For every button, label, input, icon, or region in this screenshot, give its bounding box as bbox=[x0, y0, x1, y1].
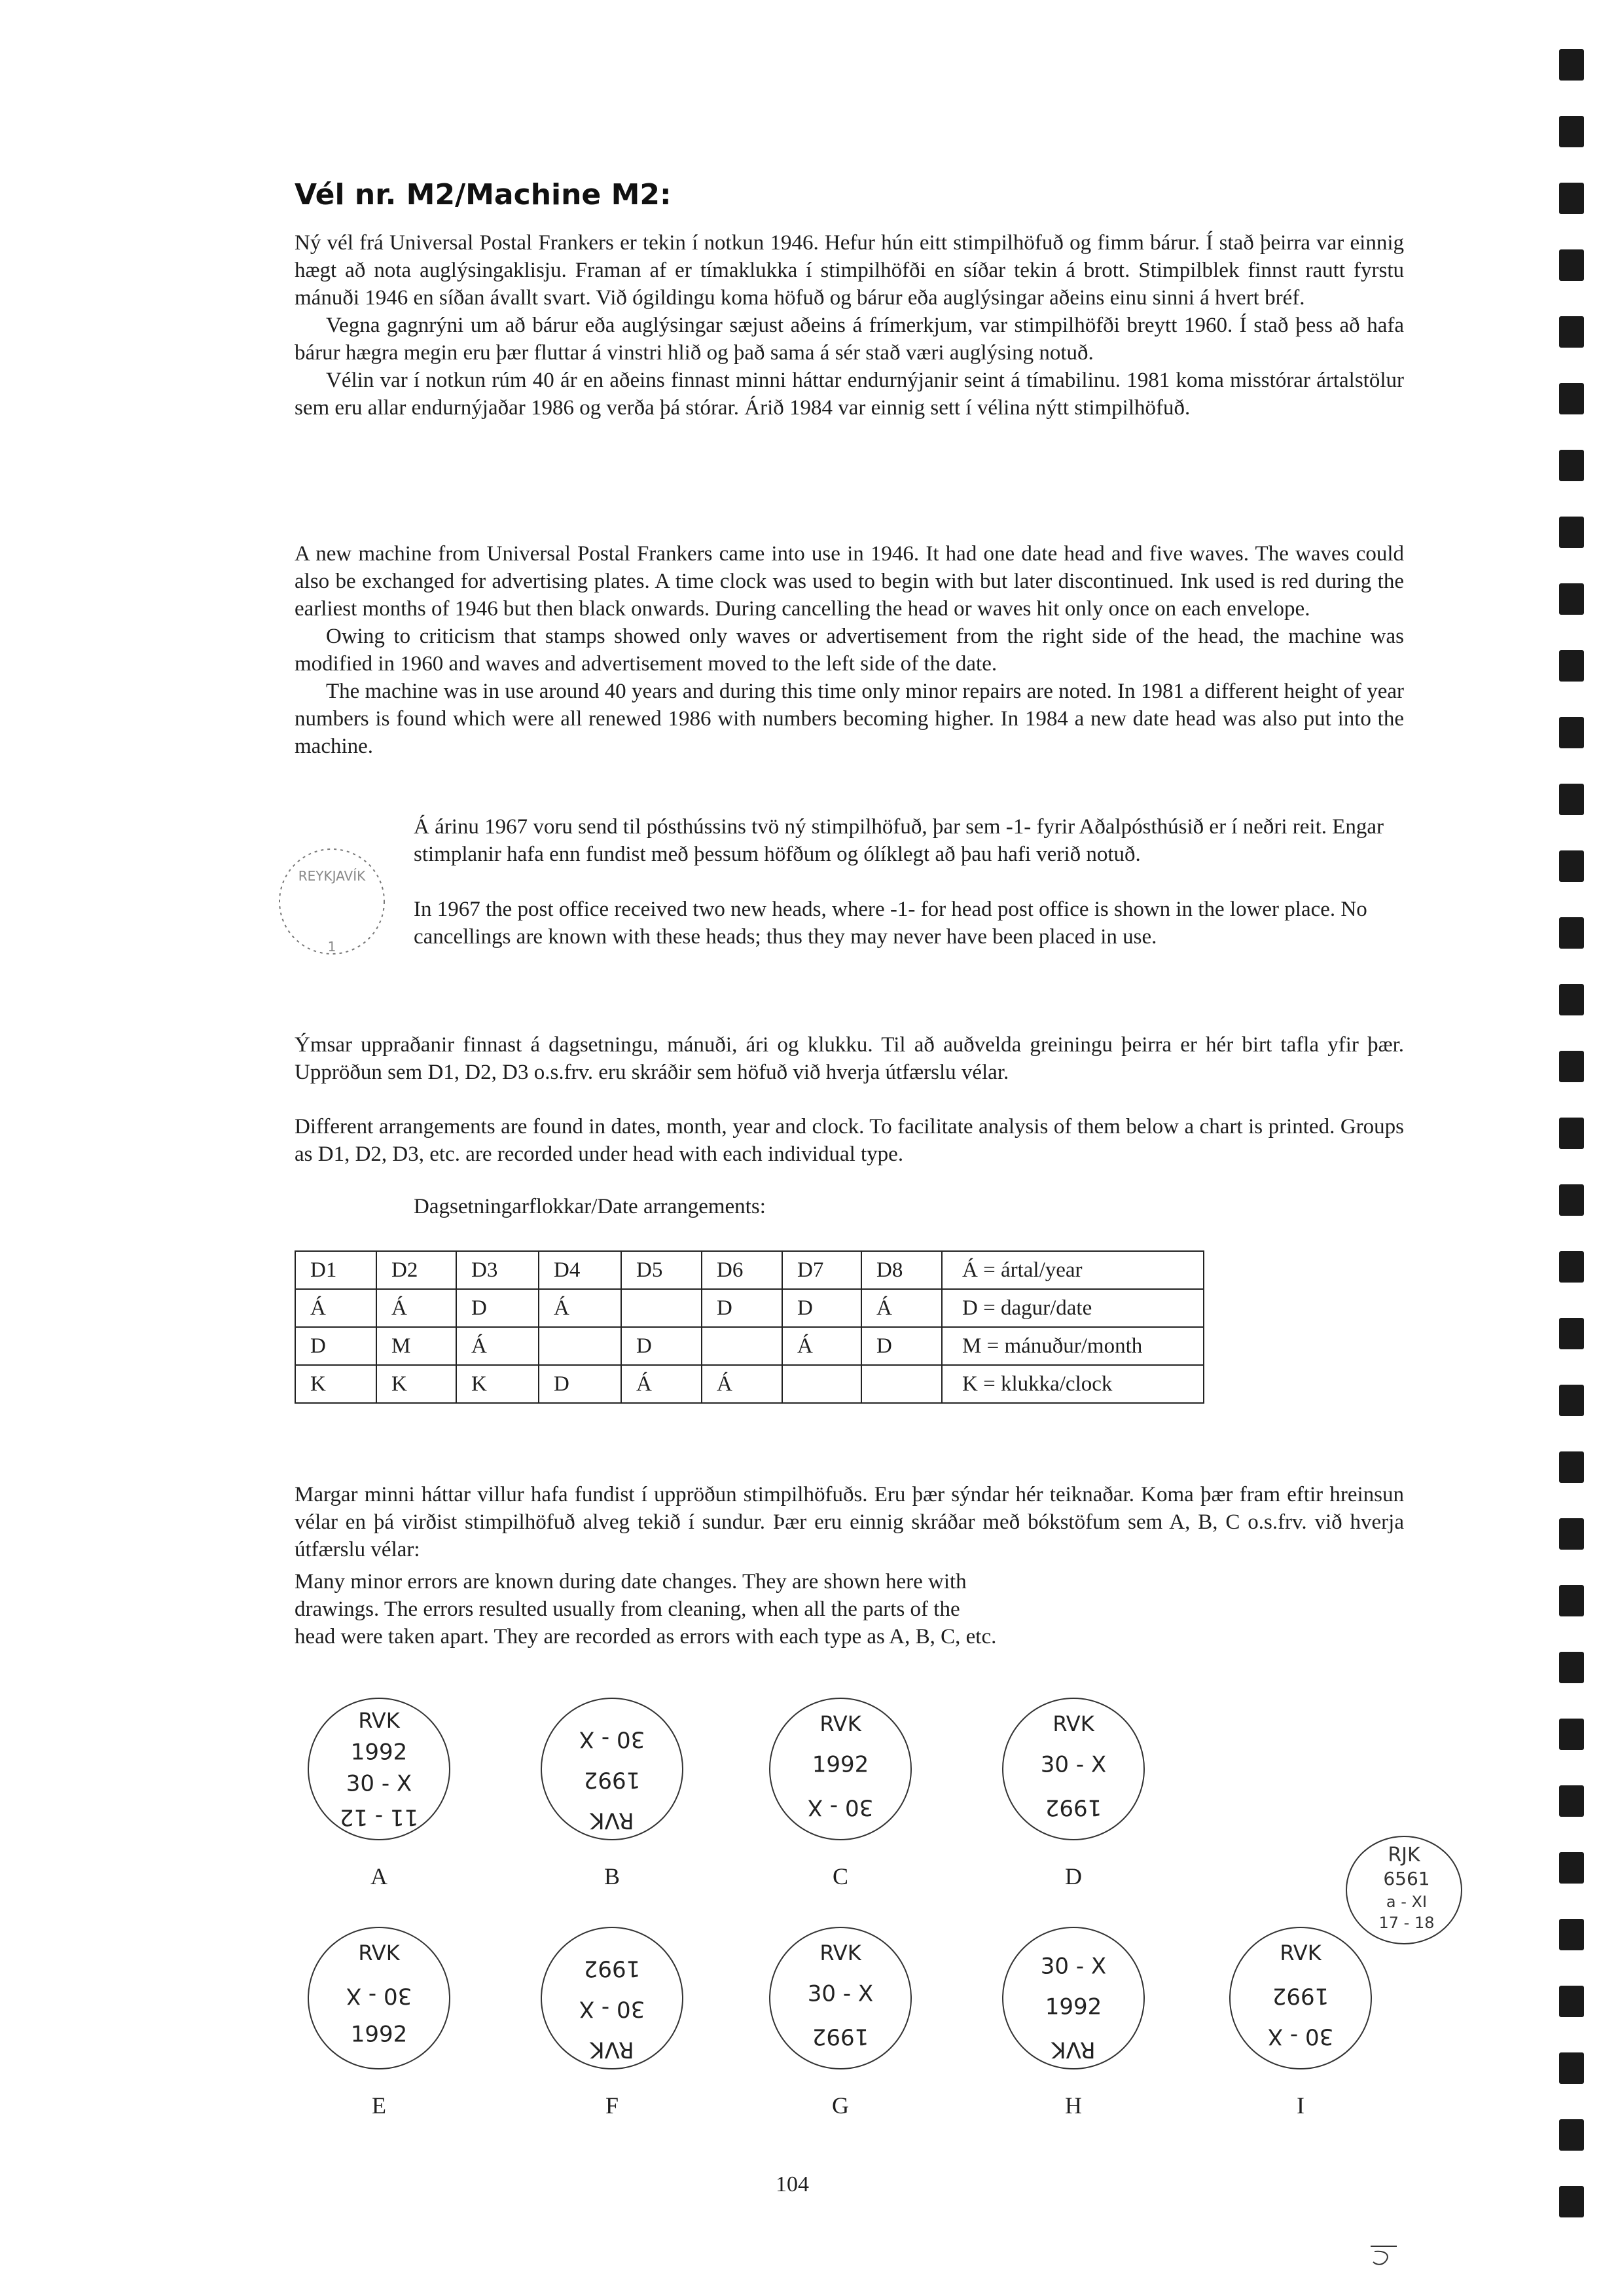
table-cell: D bbox=[702, 1289, 782, 1327]
table-cell: D2 bbox=[376, 1251, 456, 1289]
table-caption: Dagsetningarflokkar/Date arrangements: bbox=[414, 1195, 766, 1218]
binder-tab bbox=[1559, 49, 1584, 81]
stamp-line: 1992 bbox=[1272, 1982, 1329, 2009]
stamp-town-label: RVK bbox=[358, 1708, 400, 1733]
binder-tab bbox=[1559, 183, 1584, 214]
arrangement-intro-icelandic: Ýmsar uppraðanir finnast á dagsetningu, mánuði, ári og klukku. Til að auðvelda greiningu þeirra er hér birt tafla yfir þær. Uppröðun sem D1, D2, D3 o.s.frv. eru skráðir sem höfuð við hverja útfærslu vélar. bbox=[295, 1033, 1404, 1084]
table-cell: Á bbox=[456, 1327, 539, 1365]
icelandic-paragraph-1: Ný vél frá Universal Postal Frankers er tekin í notkun 1946. Hefur hún eitt stimpilhöfuð og fimm bárur. Í stað þeirra var einnig hægt að nota auglýsingaklisju. Framan af er tímaklukka í stimpilhöfði en síðar tekin á brott. Stimpilblek finnst rautt fyrstu mánuði 1946 en síðan ávallt svart. Við ógildingu koma höfuð og bárur eða auglýsingar aðeins einu sinni á hvert bréf. bbox=[295, 231, 1404, 310]
table-cell: K bbox=[376, 1365, 456, 1403]
binder-tab bbox=[1559, 1919, 1584, 1950]
binder-tab bbox=[1559, 717, 1584, 748]
unused-head-stamp-sketch bbox=[272, 841, 393, 962]
binder-tab bbox=[1559, 850, 1584, 882]
stamp-bottom-text: 1 bbox=[327, 939, 336, 955]
errors-intro-english-line: Many minor errors are known during date changes. They are shown here with bbox=[295, 1570, 967, 1594]
binder-tab bbox=[1559, 984, 1584, 1015]
table-cell: Á bbox=[861, 1289, 942, 1327]
unused-heads-english: In 1967 the post office received two new heads, where -1- for head post office is shown in the lower place. No cancellings are known with these heads; thus they may never have been placed in use. bbox=[414, 898, 1367, 949]
binder-tab bbox=[1559, 1051, 1584, 1082]
english-paragraph-2: Owing to criticism that stamps showed only waves or advertisement from the right side of the head, the machine was modified in 1960 and waves and advertisement moved to the left side of the date. bbox=[295, 625, 1404, 676]
table-cell: D7 bbox=[782, 1251, 861, 1289]
handwritten-line: a - XI bbox=[1386, 1893, 1428, 1911]
error-stamp-label: F bbox=[605, 2092, 619, 2119]
table-cell: M bbox=[376, 1327, 456, 1365]
table-cell: Á bbox=[782, 1327, 861, 1365]
table-cell: D bbox=[621, 1327, 702, 1365]
page-number: 104 bbox=[776, 2172, 809, 2196]
table-cell: D bbox=[782, 1289, 861, 1327]
error-stamp-e bbox=[302, 1922, 456, 2075]
table-cell bbox=[702, 1327, 782, 1365]
table-row bbox=[295, 1365, 1204, 1403]
table-cell bbox=[782, 1365, 861, 1403]
english-paragraph-3: The machine was in use around 40 years and during this time only minor repairs are noted. In 1981 a different height of year numbers is found which were all renewed 1986 with numbers becoming higher. In 1984 a new date head was also put into the machine. bbox=[295, 680, 1404, 758]
stamp-line: 1992 bbox=[350, 2021, 408, 2048]
table-cell: D6 bbox=[702, 1251, 782, 1289]
binder-tab bbox=[1559, 1852, 1584, 1884]
binder-tab bbox=[1559, 1251, 1584, 1283]
binder-tab bbox=[1559, 583, 1584, 615]
error-stamp-label: B bbox=[603, 1863, 620, 1889]
table-cell: D4 bbox=[539, 1251, 621, 1289]
icelandic-paragraph-2: Vegna gagnrýni um að bárur eða auglýsingar sæjust aðeins á frímerkjum, var stimpilhöfði breytt 1960. Í stað þess að hafa bárur hægra megin eru þær fluttar á vinstri hlið og það sama á sér stað væri auglýsing notuð. bbox=[295, 314, 1404, 365]
error-stamp-g bbox=[764, 1922, 917, 2075]
table-cell: D8 bbox=[861, 1251, 942, 1289]
stamp-line: 1992 bbox=[812, 1751, 869, 1778]
binder-tab bbox=[1559, 1518, 1584, 1550]
table-cell: D1 bbox=[295, 1251, 376, 1289]
table-cell: Á bbox=[539, 1289, 621, 1327]
errors-intro-english-line: drawings. The errors resulted usually from cleaning, when all the parts of the bbox=[295, 1597, 960, 1621]
table-cell bbox=[861, 1365, 942, 1403]
icelandic-description bbox=[295, 229, 1404, 422]
table-row bbox=[295, 1251, 1204, 1289]
table-row bbox=[295, 1327, 1204, 1365]
stamp-line: 30 - X bbox=[346, 1770, 412, 1797]
english-description bbox=[295, 540, 1404, 760]
stamp-line: 11 - 12 bbox=[339, 1804, 419, 1831]
stamp-line: 30 - X bbox=[1040, 1953, 1107, 1980]
table-cell: D bbox=[456, 1289, 539, 1327]
table-cell: Á bbox=[295, 1289, 376, 1327]
stamp-line: 30 - X bbox=[1040, 1751, 1107, 1778]
binder-tab bbox=[1559, 1652, 1584, 1683]
english-paragraph-1: A new machine from Universal Postal Frankers came into use in 1946. It had one date head and five waves. The waves could also be exchanged for advertising plates. A time clock was used to begin with but later discontinued. Ink used is red during the earliest months of 1946 but then black onwards. During cancelling the head or waves hit only once on each envelope. bbox=[295, 542, 1404, 621]
error-stamp-b bbox=[535, 1692, 689, 1846]
stamp-line: 30 - X bbox=[579, 1726, 645, 1753]
stamp-line: 1992 bbox=[1045, 1794, 1102, 1821]
stamp-town-label: RVK bbox=[819, 1711, 861, 1736]
table-cell: D3 bbox=[456, 1251, 539, 1289]
binder-tab bbox=[1559, 383, 1584, 414]
arrangement-intro-english: Different arrangements are found in dates, month, year and clock. To facilitate analysis of them below a chart is printed. Groups as D1, D2, D3, etc. are recorded under head with each individual type. bbox=[295, 1115, 1404, 1166]
table-cell: D5 bbox=[621, 1251, 702, 1289]
stamp-line: 1992 bbox=[583, 1955, 641, 1982]
stamp-line: RVK bbox=[1051, 2036, 1096, 2063]
table-legend-cell: Á = ártal/year bbox=[942, 1251, 1204, 1289]
table-cell: K bbox=[456, 1365, 539, 1403]
icelandic-paragraph-3: Vélin var í notkun rúm 40 ár en aðeins finnast minni háttar endurnýjanir seint á tímabilinu. 1981 koma misstórar ártalstölur sem eru allar endurnýjaðar 1986 og verða þá stórar. Árið 1984 var einnig sett í vélina nýtt stimpilhöfuð. bbox=[295, 369, 1404, 420]
binder-tab bbox=[1559, 784, 1584, 815]
binder-tab bbox=[1559, 917, 1584, 949]
stamp-line: 1992 bbox=[350, 1739, 408, 1766]
binder-tab bbox=[1559, 450, 1584, 481]
error-stamp-label: G bbox=[832, 2092, 849, 2119]
handwritten-note bbox=[1339, 1830, 1469, 1954]
errors-intro-english bbox=[295, 1568, 996, 1650]
table-cell: Á bbox=[702, 1365, 782, 1403]
stamp-line: 1992 bbox=[812, 2023, 869, 2050]
stamp-town-label: RVK bbox=[1280, 1941, 1322, 1965]
table-cell: K bbox=[295, 1365, 376, 1403]
stamp-line: 1992 bbox=[1045, 1994, 1102, 2020]
errors-intro-english-line: head were taken apart. They are recorded as errors with each type as A, B, C, etc. bbox=[295, 1625, 997, 1649]
error-stamp-label: E bbox=[372, 2092, 386, 2119]
table-cell: D bbox=[861, 1327, 942, 1365]
binder-tab bbox=[1559, 116, 1584, 147]
error-stamp-label: I bbox=[1297, 2092, 1304, 2119]
error-stamp-h bbox=[997, 1922, 1150, 2075]
error-stamp-a bbox=[302, 1692, 456, 1846]
table-cell: D bbox=[295, 1327, 376, 1365]
stamp-town-text: REYKJAVÍK bbox=[298, 868, 366, 884]
binder-tab bbox=[1559, 1451, 1584, 1483]
binder-tab bbox=[1559, 2119, 1584, 2151]
table-legend-cell: D = dagur/date bbox=[942, 1289, 1204, 1327]
error-stamp-label: A bbox=[370, 1863, 387, 1889]
binder-tab bbox=[1559, 517, 1584, 548]
binder-tab bbox=[1559, 1719, 1584, 1750]
error-stamp-label: H bbox=[1065, 2092, 1082, 2119]
error-stamp-c bbox=[764, 1692, 917, 1846]
error-stamp-f bbox=[535, 1922, 689, 2075]
stamp-line: 30 - X bbox=[579, 1995, 645, 2022]
stamp-town-label: RVK bbox=[819, 1941, 861, 1965]
binder-tab bbox=[1559, 1585, 1584, 1616]
page-title: Vél nr. M2/Machine M2: bbox=[295, 178, 672, 211]
table-cell: Á bbox=[376, 1289, 456, 1327]
table-cell bbox=[621, 1289, 702, 1327]
handwritten-line: RJK bbox=[1388, 1844, 1420, 1867]
table-row bbox=[295, 1289, 1204, 1327]
binder-tab bbox=[1559, 650, 1584, 682]
binder-tab bbox=[1559, 2186, 1584, 2217]
stamp-line: 30 - X bbox=[346, 1982, 412, 2009]
binder-tab bbox=[1559, 316, 1584, 348]
stamp-line: 1992 bbox=[583, 1766, 641, 1793]
table-legend-cell: M = mánuður/month bbox=[942, 1327, 1204, 1365]
stamp-line: RVK bbox=[590, 2036, 634, 2063]
stamp-town-label: RVK bbox=[1052, 1711, 1094, 1736]
stamp-line: 30 - X bbox=[1267, 2023, 1334, 2050]
unused-heads-note bbox=[414, 813, 1405, 951]
stamp-line: RVK bbox=[590, 1807, 634, 1834]
handwritten-mark bbox=[1368, 2242, 1401, 2269]
unused-heads-icelandic: Á árinu 1967 voru send til pósthússins tvö ný stimpilhöfuð, þar sem -1- fyrir Aðalpósthúsið er í neðri reit. Engar stimplanir hafa enn fundist með þessum höfðum og ólíklegt að þau hafi verið notuð. bbox=[414, 815, 1384, 866]
table-cell: Á bbox=[621, 1365, 702, 1403]
stamp-line: 30 - X bbox=[807, 1980, 874, 2007]
date-arrangements-table bbox=[295, 1250, 1204, 1404]
binder-tab bbox=[1559, 2052, 1584, 2084]
table-cell bbox=[539, 1327, 621, 1365]
table-cell: D bbox=[539, 1365, 621, 1403]
binder-tab bbox=[1559, 1118, 1584, 1149]
binder-tab bbox=[1559, 249, 1584, 281]
binder-tab bbox=[1559, 1184, 1584, 1216]
error-stamp-label: C bbox=[832, 1863, 848, 1889]
binder-tab bbox=[1559, 1318, 1584, 1349]
binder-tab bbox=[1559, 1385, 1584, 1416]
handwritten-line: 6561 bbox=[1383, 1868, 1430, 1889]
stamp-town-label: RVK bbox=[358, 1941, 400, 1965]
errors-intro-icelandic: Margar minni háttar villur hafa fundist í uppröðun stimpilhöfuðs. Eru þær sýndar hér teiknaðar. Koma þær fram eftir hreinsun vélar en þá virðist stimpilhöfuð alveg tekið í sundur. Þær eru einnig skráðar með bókstöfum sem A, B, C o.s.frv. við hverja útfærslu vélar: bbox=[295, 1483, 1404, 1561]
handwritten-line: 17 - 18 bbox=[1378, 1914, 1435, 1932]
table-legend-cell: K = klukka/clock bbox=[942, 1365, 1204, 1403]
binder-tab bbox=[1559, 1986, 1584, 2017]
stamp-line: 30 - X bbox=[807, 1794, 874, 1821]
error-stamp-d bbox=[997, 1692, 1150, 1846]
error-stamp-label: D bbox=[1065, 1863, 1082, 1889]
binder-tab bbox=[1559, 1785, 1584, 1817]
